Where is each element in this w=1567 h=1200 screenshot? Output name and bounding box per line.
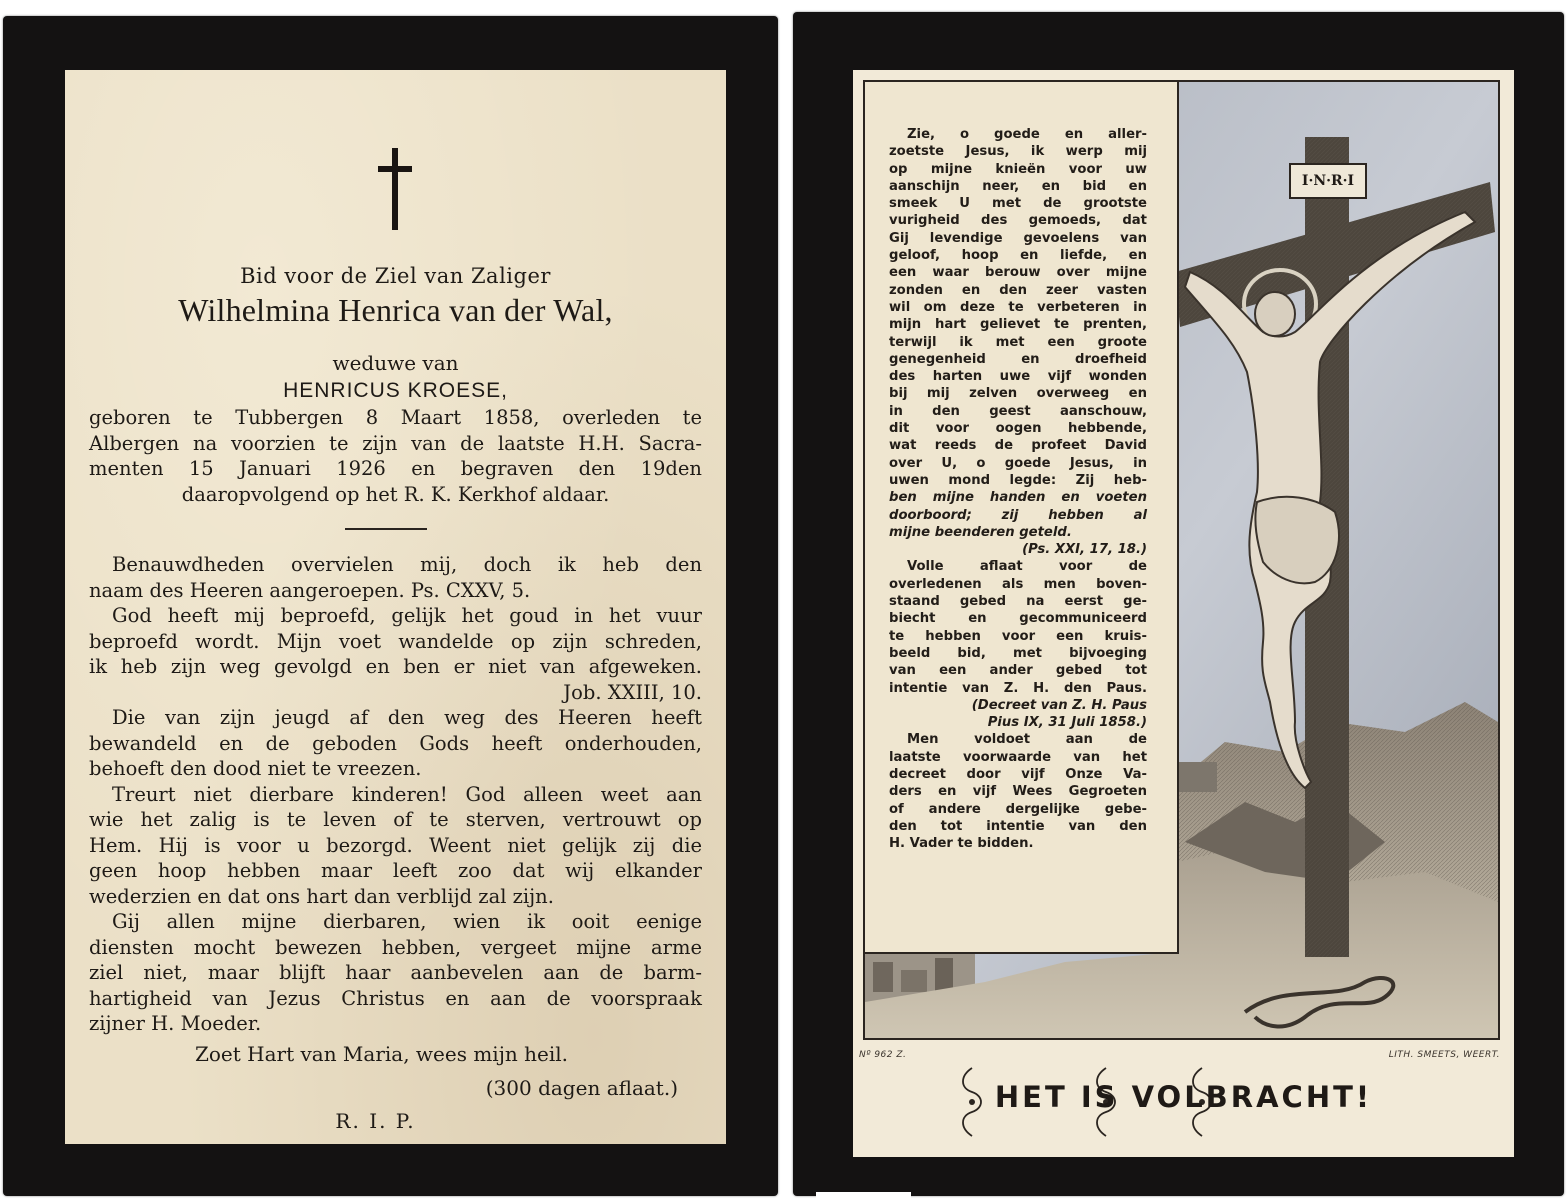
verse-line: behoeft den dood niet te vreezen. [89, 757, 422, 780]
prayer-text [889, 126, 1147, 852]
verse-line: God heeft mij beproefd, gelijk het goud in het vuur [112, 604, 702, 627]
prayer-line: Gij levendige gevoelens van [889, 230, 1147, 246]
prayer-line: zonden en den zeer vasten [889, 282, 1147, 298]
prayer-line: of andere dergelijke gebe- [889, 801, 1147, 817]
prayer-line: geloof, hoop en liefde, en [889, 248, 1147, 264]
prayer-line: vurigheid des gemoeds, dat [889, 213, 1147, 229]
prayer-line: over U, o goede Jesus, in [889, 455, 1147, 471]
verse-line: hartigheid van Jezus Christus en aan de voorspraak [89, 986, 702, 1010]
card-paper [65, 70, 726, 1144]
prayer-line: mijne beenderen geteld. [889, 524, 1072, 540]
verse-line: ziel niet, maar blijft haar aanbevelen aan de barm- [89, 961, 702, 984]
prayer-line: aanschijn neer, en bid en [889, 178, 1147, 194]
scan-edge [816, 1192, 911, 1200]
scripture-verses [89, 552, 702, 1037]
bio-line: Albergen na voorzien te zijn van de laatste H.H. Sacra- [89, 431, 702, 455]
picture-frame [863, 80, 1500, 1040]
verse-line: Benauwdheden overvielen mij, doch ik heb den [112, 553, 702, 576]
prayer-line: wil om deze te verbeteren in [889, 299, 1147, 315]
verse-line: Die van zijn jeugd af den weg des Heeren heeft [112, 706, 702, 729]
prayer-line: ben mijne handen en voeten [889, 490, 1147, 506]
prayer-line: doorboord; zij hebben al [889, 507, 1147, 523]
prayer-line: bij mij zelven overweeg en [889, 386, 1147, 402]
prayer-line: Men voldoet aan de [907, 732, 1147, 748]
verse-line: beproefd wordt. Mijn voet wandelde op zijn schreden, [89, 629, 702, 653]
verse-line: naam des Heeren aangeroepen. Ps. CXXV, 5. [89, 578, 531, 602]
prayer-line: Volle aflaat voor de [907, 559, 1147, 575]
prayer-line: ders en vijf Wees Gegroeten [889, 784, 1147, 800]
verse-line: Treurt niet dierbare kinderen! God alleen weet aan [112, 782, 702, 806]
prayer-line: in den geest aanschouw, [889, 403, 1147, 419]
prayer-line: zoetste Jesus, ik werp mij [889, 144, 1147, 160]
prayer-line: staand gebed na eerst ge- [889, 594, 1147, 610]
verse-line: diensten mocht bewezen hebben, vergeet mijne arme [89, 935, 702, 959]
inri-plaque: I·N·R·I [1301, 173, 1355, 189]
prayer-line: genegenheid en droefheid [889, 351, 1147, 367]
prayer-line: Zie, o goede en aller- [907, 127, 1147, 142]
printer-credit: LITH. SMEETS, WEERT. [1388, 1050, 1500, 1060]
bio-line: geboren te Tubbergen 8 Maart 1858, overleden te [89, 406, 702, 429]
prayer-line: biecht en gecommuniceerd [889, 611, 1147, 627]
prayer-line: beeld bid, met bijvoeging [889, 645, 1147, 661]
verse-line: Gij allen mijne dierbaren, wien ik ooit eenige [112, 910, 702, 933]
prayer-line: op mijne knieën voor uw [889, 161, 1147, 177]
deceased-name: Wilhelmina Henrica van der Wal, [178, 292, 613, 328]
prayer-line: (Decreet van Z. H. Paus [971, 697, 1147, 713]
prayer-line: terwijl ik met een groote [889, 334, 1147, 350]
prayer-line: den tot intentie van den [889, 818, 1147, 834]
verse-line: zijner H. Moeder. [89, 1012, 262, 1035]
rip: R. I. P. [335, 1109, 416, 1133]
prayer-line: laatste voorwaarde van het [889, 749, 1147, 765]
verse-line: wederzien en dat ons hart dan verblijd zal zijn. [89, 884, 554, 908]
prayer-line: overledenen als men boven- [889, 576, 1147, 592]
prayer-line: van een ander gebed tot [889, 663, 1147, 679]
prayer-line: mijn hart gelievet te prenten, [889, 317, 1147, 333]
husband-name: HENRICUS KROESE, [283, 379, 508, 402]
prayer-line: dit voor oogen hebbende, [889, 421, 1147, 437]
bio-line: daaropvolgend op het R. K. Kerkhof aldaar. [181, 482, 610, 506]
prayer-line: wat reeds de profeet David [889, 438, 1147, 454]
cross-icon [378, 148, 412, 230]
widow-of-line: weduwe van [332, 351, 459, 375]
prayer-line: H. Vader te bidden. [889, 836, 1034, 852]
memorial-card-front [3, 16, 778, 1196]
verse-line: bewandeld en de geboden Gods heeft onderhouden, [89, 731, 702, 755]
prayer-line: smeek U met de grootste [889, 196, 1147, 212]
motto-heading: HET IS VOLBRACHT! [994, 1080, 1373, 1114]
prayer-panel [865, 82, 1179, 954]
plate-number: Nº 962 Z. [859, 1050, 907, 1060]
divider [345, 528, 427, 530]
prayer-line: een waar berouw over mijne [889, 265, 1147, 281]
prayer-line: te hebben voor een kruis- [889, 628, 1147, 644]
card-paper [853, 70, 1514, 1157]
invocation: Zoet Hart van Maria, wees mijn heil. [194, 1042, 569, 1066]
verse-line: geen hoop hebben maar leeft zoo dat wij elkander [89, 859, 702, 882]
memorial-card-back [793, 12, 1564, 1196]
intro-line: Bid voor de Ziel van Zaliger [240, 264, 551, 288]
verse-line: Hem. Hij is voor u bezorgd. Weent niet gelijk zij die [89, 833, 702, 857]
prayer-line: des harten uwe vijf wonden [889, 369, 1147, 385]
verse-line: Job. XXIII, 10. [563, 680, 702, 704]
biography [89, 405, 702, 507]
verse-line: ik heb zijn weg gevolgd en ben er niet van afgeweken. [89, 655, 702, 678]
indulgence-note: (300 dagen aflaat.) [485, 1076, 678, 1100]
prayer-line: (Ps. XXI, 17, 18.) [1022, 542, 1147, 558]
bio-line: menten 15 Januari 1926 en begraven den 19den [89, 457, 702, 480]
prayer-line: decreet door vijf Onze Va- [889, 766, 1147, 782]
prayer-line: uwen mond legde: Zij heb- [889, 472, 1147, 488]
prayer-line: intentie van Z. H. den Paus. [889, 680, 1147, 696]
verse-line: wie het zalig is te leven of te sterven, vertrouwt op [89, 808, 702, 831]
prayer-line: Pius IX, 31 Juli 1858.) [987, 715, 1147, 731]
